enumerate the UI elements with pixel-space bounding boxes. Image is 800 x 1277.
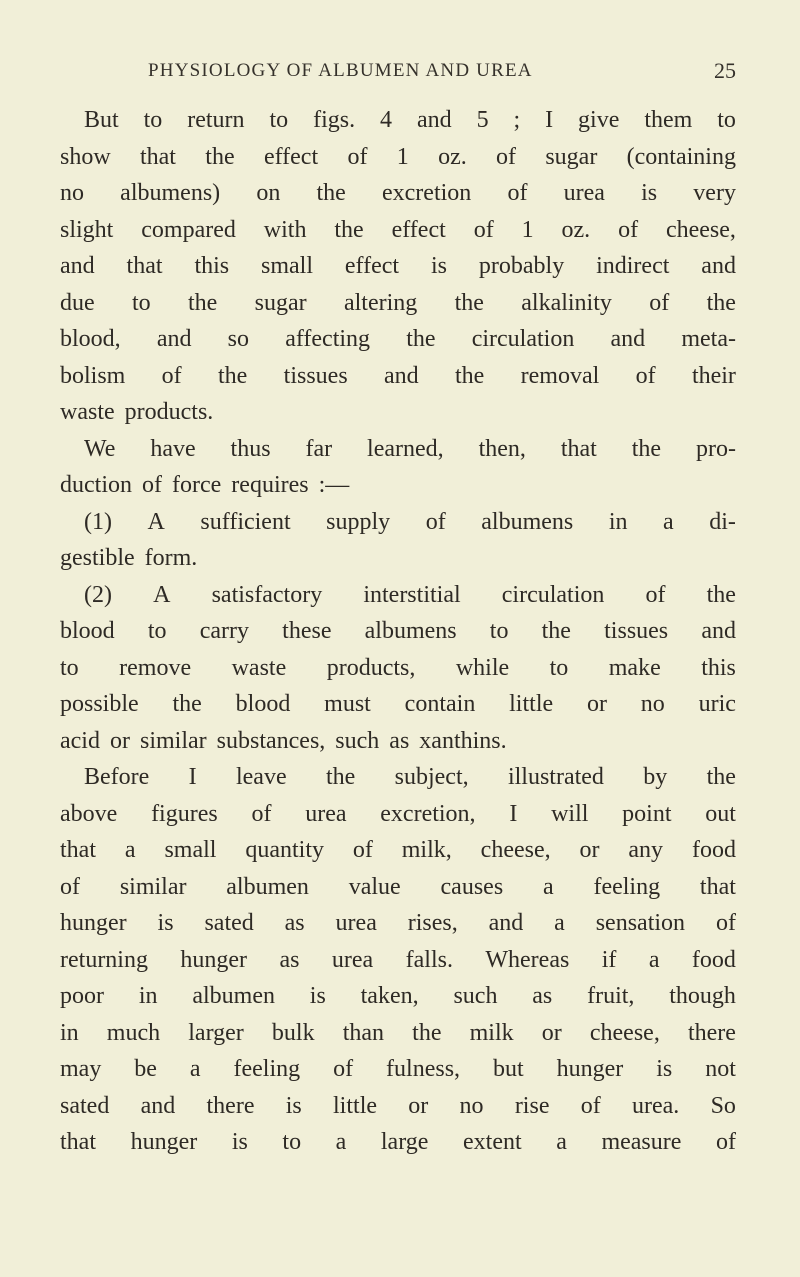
word: and [384, 362, 419, 389]
word: of [635, 362, 656, 389]
word: little [509, 691, 554, 717]
word: to [489, 618, 509, 644]
text-line [60, 723, 736, 760]
word: causes [440, 873, 504, 900]
word: must [324, 691, 371, 717]
word: bolism [60, 362, 126, 389]
word: any [628, 837, 664, 863]
word: thus [230, 435, 271, 462]
word: is [656, 1056, 673, 1082]
word: albumens [481, 508, 574, 535]
word: the [172, 691, 202, 717]
word: albumens) [120, 180, 221, 206]
word: is [231, 1129, 248, 1155]
word: as [532, 983, 553, 1009]
word: a [556, 1129, 567, 1155]
word: and [701, 253, 736, 279]
word: small [164, 837, 217, 863]
word: duction [60, 472, 132, 498]
text-line [60, 358, 736, 395]
text-line [60, 212, 736, 249]
word: So [710, 1092, 736, 1119]
word: this [194, 253, 230, 279]
word: indirect [596, 253, 670, 279]
word: satisfactory [211, 581, 323, 608]
word: of [716, 1129, 736, 1155]
word: or [408, 1092, 429, 1119]
word: urea [331, 946, 374, 973]
word: but [493, 1056, 524, 1082]
word: probably [478, 253, 565, 279]
word: of [645, 581, 666, 608]
word: subject, [394, 764, 469, 790]
word: the [187, 289, 218, 316]
word: the [454, 362, 485, 389]
word: figs. [313, 107, 356, 133]
word: remove [119, 654, 192, 681]
word: and [701, 618, 736, 644]
word: hunger [556, 1056, 624, 1082]
word: them [644, 107, 693, 133]
word: gestible [60, 545, 135, 571]
word: is [157, 910, 174, 936]
word: blood [235, 691, 291, 717]
word: (containing [626, 143, 736, 170]
word: the [205, 143, 235, 170]
word: is [285, 1092, 302, 1119]
word: compared [141, 216, 236, 243]
text-line [60, 504, 736, 541]
word: the [706, 289, 736, 316]
word: blood [60, 618, 115, 644]
word: of [496, 143, 517, 170]
word: alkalinity [521, 289, 612, 316]
word: as [284, 910, 305, 936]
word: the [706, 581, 736, 608]
word: in [608, 508, 628, 535]
word: feeling [233, 1056, 301, 1082]
word: products. [124, 399, 214, 425]
word: form. [144, 545, 198, 571]
word: feeling [593, 873, 661, 900]
word: learned, [367, 435, 444, 462]
word: (1) [84, 508, 112, 535]
word: I [509, 800, 518, 827]
word: of [473, 216, 494, 243]
word: tissues [283, 362, 348, 389]
text-line [60, 431, 736, 468]
word: of [333, 1056, 354, 1082]
word: no [459, 1092, 484, 1119]
word: is [430, 253, 447, 279]
text-line [60, 467, 736, 504]
word: in [138, 983, 158, 1009]
word: of [60, 873, 80, 900]
word: A [147, 508, 165, 535]
word: sugar [545, 143, 598, 170]
word: of [649, 289, 670, 316]
word: I [188, 764, 197, 790]
word: supply [326, 508, 391, 535]
word: excretion, [380, 800, 476, 827]
word: have [150, 435, 196, 462]
word: cheese, [589, 1019, 660, 1046]
word: urea [563, 180, 605, 206]
word: pro- [696, 435, 736, 462]
text-line [60, 1088, 736, 1125]
word: that [60, 1129, 96, 1155]
word: 4 [380, 107, 393, 133]
word: and [610, 326, 646, 352]
word: or [541, 1019, 562, 1046]
text-line [60, 869, 736, 906]
word: of [347, 143, 368, 170]
word: if [601, 946, 617, 973]
word: ; [513, 107, 521, 133]
word: return [187, 107, 245, 133]
word: hunger [60, 910, 127, 936]
word: a [648, 946, 660, 973]
word: (2) [84, 581, 112, 608]
word: that [126, 253, 163, 279]
word: sated [204, 910, 254, 936]
text-line [60, 102, 736, 139]
text-line [60, 139, 736, 176]
text-line [60, 285, 736, 322]
word: effect [344, 253, 400, 279]
word: the [218, 362, 248, 389]
text-line [60, 978, 736, 1015]
word: or [586, 691, 607, 717]
word: to [147, 618, 167, 644]
text-line [60, 759, 736, 796]
word: or [579, 837, 600, 863]
word: rise [514, 1092, 550, 1119]
word: albumens [364, 618, 457, 644]
word: such [453, 983, 498, 1009]
word: waste [60, 399, 115, 425]
word: poor [60, 983, 104, 1009]
text-line [60, 1124, 736, 1161]
word: then, [478, 435, 526, 462]
word: falls. [405, 946, 453, 973]
word: a [124, 837, 136, 863]
running-head: PHYSIOLOGY OF ALBUMEN AND UREA [148, 60, 533, 81]
word: Before [84, 764, 150, 790]
word: blood, [60, 326, 121, 352]
word: by [643, 764, 668, 790]
word: figures [151, 800, 218, 827]
word: the [706, 764, 736, 790]
word: a [335, 1129, 347, 1155]
word: to [282, 1129, 302, 1155]
word: there [206, 1092, 255, 1119]
word: A [153, 581, 171, 608]
word: much [106, 1019, 161, 1046]
word: similar [139, 727, 207, 754]
word: 1 [521, 216, 534, 243]
word: this [701, 654, 736, 681]
word: cheese, [665, 216, 736, 243]
word: milk [469, 1019, 514, 1046]
body-text [60, 102, 736, 1161]
word: a [554, 910, 565, 936]
word: on [256, 180, 281, 206]
word: urea [305, 800, 347, 827]
text-line [60, 248, 736, 285]
word: to [131, 289, 151, 316]
word: substances, [216, 727, 326, 754]
word: of [618, 216, 639, 243]
word: no [60, 180, 84, 206]
word: a [663, 508, 674, 535]
word: di- [709, 508, 736, 535]
text-line [60, 650, 736, 687]
text-line [60, 540, 736, 577]
text-line [60, 905, 736, 942]
word: very [693, 180, 736, 206]
word: out [705, 800, 736, 827]
word: value [348, 873, 401, 900]
word: sated [60, 1092, 110, 1119]
word: meta- [681, 326, 736, 352]
word: to [717, 107, 736, 133]
word: possible [60, 691, 139, 717]
word: the [631, 435, 662, 462]
word: of [507, 180, 528, 206]
word: the [406, 326, 436, 352]
word: a [189, 1056, 201, 1082]
word: hunger [180, 946, 248, 973]
word: a [542, 873, 554, 900]
word: that [699, 873, 736, 900]
word: removal [520, 362, 600, 389]
word: may [60, 1056, 102, 1082]
word: that [60, 837, 96, 863]
word: to [60, 654, 79, 681]
word: larger [188, 1019, 244, 1046]
word: illustrated [507, 764, 604, 790]
word: that [560, 435, 597, 462]
word: oz. [438, 143, 467, 170]
word: the [325, 764, 356, 790]
page-number: 25 [714, 58, 736, 83]
word: requires [231, 472, 309, 498]
word: is [641, 180, 658, 206]
word: small [261, 253, 314, 279]
word: make [608, 654, 661, 681]
word: to [549, 654, 569, 681]
word: large [380, 1129, 429, 1155]
word: of [715, 910, 736, 936]
word: of [251, 800, 272, 827]
word: carry [199, 618, 249, 644]
word: food [691, 837, 736, 863]
word: with [263, 216, 307, 243]
word: due [60, 289, 95, 316]
word: of [352, 837, 373, 863]
word: the [334, 216, 364, 243]
word: excretion [382, 180, 472, 206]
word: be [134, 1056, 157, 1082]
word: albumen [226, 873, 309, 900]
word: the [454, 289, 484, 316]
word: effect [391, 216, 446, 243]
word: and [156, 326, 192, 352]
word: that [139, 143, 176, 170]
word: above [60, 800, 118, 827]
word: 1 [396, 143, 409, 170]
word: Whereas [485, 946, 570, 973]
word: sufficient [200, 508, 291, 535]
word: food [691, 946, 736, 973]
word: give [578, 107, 620, 133]
word: to [143, 107, 163, 133]
word: milk, [401, 837, 452, 863]
word: sensation [595, 910, 686, 936]
word: their [691, 362, 736, 389]
text-line [60, 394, 736, 431]
word: the [316, 180, 346, 206]
word: as [279, 946, 300, 973]
word: of [425, 508, 446, 535]
word: of [142, 472, 162, 498]
word: But [84, 107, 119, 133]
text-line [60, 832, 736, 869]
word: to [269, 107, 289, 133]
text-line [60, 175, 736, 212]
text-line [60, 942, 736, 979]
word: contain [404, 691, 476, 717]
word: the [541, 618, 571, 644]
word: there [687, 1019, 736, 1046]
word: no [640, 691, 665, 717]
word: little [333, 1092, 378, 1119]
word: rises, [407, 910, 458, 936]
word: affecting [285, 326, 371, 352]
word: urea. [632, 1092, 680, 1119]
page-header [60, 60, 736, 88]
word: 5 [476, 107, 489, 133]
text-line [60, 796, 736, 833]
word: :— [318, 472, 350, 498]
word: extent [463, 1129, 522, 1155]
word: as [389, 727, 410, 754]
word: circulation [501, 581, 605, 608]
word: such [335, 727, 380, 754]
word: oz. [561, 216, 591, 243]
word: so [227, 326, 250, 352]
word: is [309, 983, 326, 1009]
word: in [60, 1019, 79, 1046]
word: will [551, 800, 589, 827]
word: fulness, [386, 1056, 461, 1082]
text-line [60, 321, 736, 358]
word: show [60, 143, 111, 170]
word: hunger [130, 1129, 198, 1155]
word: while [455, 654, 510, 681]
word: measure [601, 1129, 682, 1155]
word: taken, [360, 983, 419, 1009]
word: than [342, 1019, 385, 1046]
word: the [412, 1019, 442, 1046]
word: tissues [604, 618, 669, 644]
word: similar [119, 873, 187, 900]
word: not [705, 1056, 736, 1082]
word: slight [60, 216, 114, 243]
word: sugar [254, 289, 307, 316]
text-line [60, 577, 736, 614]
word: bulk [271, 1019, 315, 1046]
word: acid [60, 727, 100, 754]
word: and [60, 253, 95, 279]
text-line [60, 1051, 736, 1088]
word: these [282, 618, 332, 644]
word: leave [235, 764, 287, 790]
text-line [60, 1015, 736, 1052]
text-line [60, 613, 736, 650]
word: force [172, 472, 222, 498]
word: interstitial [363, 581, 461, 608]
word: waste [231, 654, 287, 681]
word: and [416, 107, 452, 133]
word: though [669, 983, 736, 1009]
word: far [305, 435, 333, 462]
word: and [488, 910, 524, 936]
word: uric [698, 691, 736, 717]
word: returning [60, 946, 148, 973]
word: fruit, [587, 983, 635, 1009]
word: products, [326, 654, 416, 681]
word: or [109, 727, 130, 754]
word: cheese, [480, 837, 551, 863]
word: quantity [245, 837, 324, 863]
word: effect [263, 143, 319, 170]
word: We [84, 435, 116, 462]
word: I [545, 107, 554, 133]
word: altering [343, 289, 418, 316]
text-line [60, 686, 736, 723]
word: of [161, 362, 182, 389]
word: point [622, 800, 672, 827]
word: albumen [192, 983, 275, 1009]
word: circulation [471, 326, 575, 352]
word: of [580, 1092, 601, 1119]
word: xanthins. [419, 727, 507, 754]
word: urea [335, 910, 377, 936]
word: and [140, 1092, 176, 1119]
